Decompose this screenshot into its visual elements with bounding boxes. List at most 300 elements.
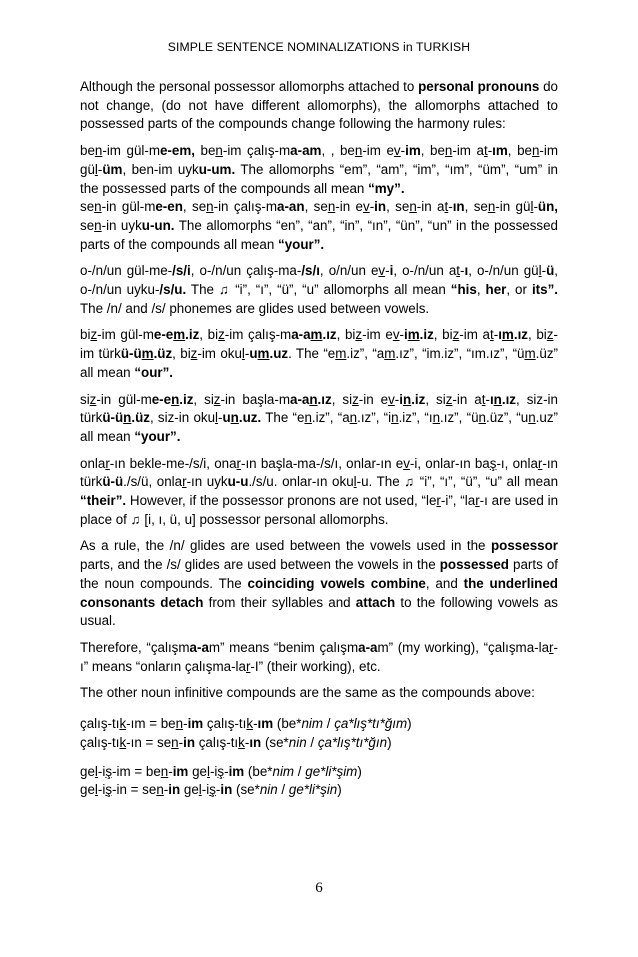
text-run: a-a — [358, 639, 378, 655]
text-run: , bi — [172, 346, 191, 362]
text-run: u — [249, 346, 258, 362]
text-run: -ın başla-ma-/s/ı, onlar-ın e — [241, 455, 404, 471]
text-run: , and — [425, 575, 464, 591]
text-run: m — [501, 327, 514, 343]
text-run: /s/ı — [301, 263, 320, 279]
text-run: t — [456, 263, 461, 279]
text-run: .ız — [322, 327, 337, 343]
text-run: ü-ü — [102, 474, 124, 490]
text-run: - — [369, 199, 375, 215]
text-run: v — [362, 199, 370, 215]
text-run: possessor — [491, 538, 558, 554]
text-run: ı — [489, 391, 494, 407]
text-run: -I” (their working), etc. — [250, 658, 381, 674]
text-run: coinciding vowels combine — [247, 575, 426, 591]
text-run: -im oku — [197, 346, 242, 362]
text-run: -im gül-m — [97, 327, 154, 343]
paragraph-your-plural — [80, 391, 558, 447]
text-run: , si — [193, 391, 214, 407]
text-run: possessed — [439, 557, 509, 573]
text-run: , be — [420, 143, 445, 159]
text-run: ım — [257, 716, 274, 732]
text-run: ge*li*şim — [305, 763, 358, 779]
text-run: r — [105, 455, 110, 471]
text-run: her — [485, 282, 507, 298]
text-run: - — [244, 734, 250, 750]
text-run: - — [400, 143, 406, 159]
text-run: -im e — [362, 327, 393, 343]
text-run: - — [218, 410, 223, 426]
text-run: a-am — [290, 143, 322, 159]
text-run: .ız”, “i — [357, 410, 392, 426]
text-run: n — [304, 410, 312, 426]
text-run: m” (my working), “çalışma-la — [377, 639, 550, 655]
text-run: /s/u. — [159, 282, 187, 298]
paragraph-their — [80, 455, 558, 530]
text-run: -im = be — [112, 763, 161, 779]
text-run: n — [94, 199, 102, 215]
text-run: the underlined consonants detach — [80, 575, 558, 610]
text-run: ./s/u. onlar-ın oku — [248, 474, 354, 490]
text-run: .iz”, “a — [346, 346, 385, 362]
text-run: n — [123, 410, 132, 426]
text-run: l — [215, 410, 219, 426]
text-run: -im e — [362, 143, 394, 159]
text-run: .uz” all mean — [80, 410, 558, 444]
text-run: The allomorphs “en”, “an”, “in”, “ın”, “ün”, “un” in the possessed parts of the compounds all mean — [80, 217, 558, 252]
text-run: The allomorphs “em”, “am”, “im”, “ım”, “üm”, “um” in the possessed parts of the compounds all mean — [80, 161, 558, 196]
text-run: - — [97, 161, 103, 177]
text-run: -ı are used in place of ♫ [i, ı, ü, u] possessor personal allomorphs. — [80, 493, 559, 527]
text-run: ü — [546, 263, 555, 279]
example-line — [80, 734, 558, 753]
text-run: ) — [407, 716, 412, 732]
text-run: n — [175, 716, 184, 732]
text-run: m” means “benim çalışm — [208, 639, 359, 655]
text-run: “his — [450, 282, 477, 298]
text-run: -im gü — [80, 143, 559, 177]
text-run: be — [80, 143, 95, 159]
text-run: , o-/n/un gü — [468, 263, 539, 279]
text-run: -im gül-m — [102, 143, 160, 159]
text-run: n — [156, 782, 164, 798]
text-run: z — [546, 327, 554, 343]
text-run: m — [407, 327, 420, 343]
text-run: Therefore, “çalışm — [80, 639, 190, 655]
text-run: n — [94, 143, 103, 159]
text-run: n — [403, 391, 412, 407]
text-run: im — [187, 716, 204, 732]
text-run: - — [533, 199, 538, 215]
text-run: bi — [80, 327, 91, 343]
text-run: ın — [452, 199, 465, 215]
text-run: (se* — [261, 734, 289, 750]
text-run: z — [90, 327, 98, 343]
text-run: - — [448, 199, 453, 215]
text-run: i — [403, 327, 408, 343]
text-run: n — [160, 763, 169, 779]
text-run: r — [549, 639, 554, 655]
text-run: / — [277, 782, 289, 798]
text-run: ) — [357, 763, 362, 779]
text-run: z — [218, 327, 225, 343]
text-run: r — [436, 493, 441, 509]
text-run: -in a — [416, 199, 445, 215]
text-run: ü-ü — [102, 410, 124, 426]
text-run: do not change, (do not have different allomorphs), the allomorphs attached to possessed parts of the compounds change following the harmony rules: — [80, 79, 558, 132]
text-run: .üz — [131, 410, 150, 426]
text-run: ım — [492, 143, 508, 159]
text-run: - — [183, 716, 188, 732]
text-run: si — [80, 391, 90, 407]
text-run: .ız”, “im.iz”, “ım.ız”, “ü — [395, 346, 525, 362]
text-run: n — [215, 143, 223, 159]
paragraph-my-allomorphs — [80, 142, 558, 198]
text-run: from their syllables and — [203, 594, 356, 610]
text-run: a-a — [290, 391, 310, 407]
text-run: in — [374, 199, 387, 215]
text-run: v — [388, 391, 395, 407]
paragraph-our — [80, 326, 558, 382]
text-run: k — [238, 734, 245, 750]
text-run: ge — [180, 782, 199, 798]
text-run: .iz — [185, 327, 200, 343]
text-run: .ız — [317, 391, 332, 407]
paragraph-other-compounds — [80, 684, 558, 703]
text-run: .üz — [153, 346, 173, 362]
example-line — [80, 781, 558, 800]
text-run: a-a — [291, 327, 311, 343]
text-run: a-a — [189, 639, 209, 655]
text-run: k — [246, 716, 254, 732]
text-run: l — [94, 161, 98, 177]
text-run: ge — [80, 763, 95, 779]
text-run: The ♫ “i”, “ı”, “ü”, “u” allomorphs all mean — [186, 282, 451, 298]
text-run: ş — [105, 782, 113, 798]
text-run: m — [384, 346, 396, 362]
text-run: ge — [188, 763, 207, 779]
text-run: . The “e — [288, 346, 336, 362]
text-run: - — [394, 391, 400, 407]
text-run: l — [198, 782, 202, 798]
text-run: n — [171, 734, 179, 750]
text-run: n — [309, 391, 318, 407]
text-run: n — [444, 143, 453, 159]
text-run: The “e — [261, 410, 305, 426]
text-run: ./s/ü, onla — [123, 474, 183, 490]
text-run: e-em, — [159, 143, 195, 159]
text-run: l — [530, 199, 534, 215]
text-run: n — [478, 410, 486, 426]
text-run: .uz — [269, 346, 289, 362]
text-run: z — [452, 327, 460, 343]
text-run: n — [206, 199, 214, 215]
text-run: -in gül-m — [96, 391, 152, 407]
text-run: -im türk — [80, 327, 558, 362]
text-run: (be* — [273, 716, 302, 732]
text-run: ün, — [537, 199, 558, 215]
text-run: t — [444, 199, 449, 215]
text-run: n — [487, 199, 496, 215]
text-run: n — [531, 143, 540, 159]
text-run: “my”. — [368, 180, 405, 196]
text-run: n — [349, 410, 358, 426]
text-run: , o-/n/un çalış-ma- — [190, 263, 302, 279]
paragraph-your-allomorphs — [80, 198, 558, 254]
text-run: im — [172, 763, 189, 779]
text-run: , ben-im uyk — [122, 161, 199, 177]
text-run: l — [241, 346, 245, 362]
page-number: 6 — [315, 880, 323, 896]
text-run: n — [409, 199, 417, 215]
text-run: r — [537, 455, 543, 471]
text-run: o-/n/un gül-me- — [80, 263, 173, 279]
text-run: -i — [97, 782, 106, 798]
text-run: -i — [209, 763, 218, 779]
text-run: The /n/ and /s/ phonemes are glides used between vowels. — [80, 300, 430, 316]
example-line — [80, 763, 558, 782]
text-run: onla — [80, 455, 106, 471]
text-run: , bi — [336, 327, 356, 343]
text-run: /s/i — [172, 263, 191, 279]
text-run: i — [399, 391, 403, 407]
text-run: , bi — [527, 327, 547, 343]
text-run: ) — [387, 734, 392, 750]
text-run: .uz. — [238, 410, 262, 426]
text-run: ü-ü — [120, 346, 142, 362]
text-run: z — [355, 327, 363, 343]
text-run: v — [392, 327, 400, 343]
text-run: -im çalış-m — [222, 143, 291, 159]
text-run: -i — [97, 763, 106, 779]
text-run: z — [89, 391, 97, 407]
text-run: ) — [337, 782, 342, 798]
text-run: -ım = be — [126, 716, 176, 732]
text-run: , si — [331, 391, 353, 407]
text-run: im — [228, 763, 245, 779]
text-run: ş — [489, 455, 497, 471]
text-run: - — [178, 734, 184, 750]
text-run: v — [378, 263, 386, 279]
text-run: - — [215, 782, 221, 798]
text-run: çalış-tı — [203, 716, 247, 732]
text-run: -in e — [335, 199, 363, 215]
text-run: -in çalış-m — [213, 199, 278, 215]
text-run: / — [323, 716, 335, 732]
text-run: üm — [102, 161, 123, 177]
text-run: m — [257, 346, 270, 362]
text-run: (be* — [244, 763, 273, 779]
text-run: - — [168, 763, 173, 779]
text-run: ın — [249, 734, 262, 750]
text-run: çalış-tı — [80, 716, 120, 732]
text-run: in — [183, 734, 195, 750]
text-run: / — [294, 763, 306, 779]
text-run: -i”, “la — [440, 493, 476, 509]
paragraph-intro — [80, 78, 558, 134]
text-run: e-en — [155, 199, 183, 215]
text-run: ş — [209, 782, 216, 798]
text-run: ı — [464, 263, 469, 279]
text-run: nim — [301, 716, 324, 732]
text-run: l — [538, 263, 542, 279]
text-run: -ın uyk — [186, 474, 228, 490]
text-run: - — [224, 763, 229, 779]
text-run: z — [213, 391, 221, 407]
text-run: -i — [201, 782, 210, 798]
text-run: i — [389, 263, 394, 279]
text-run: -ı, onla — [496, 455, 538, 471]
text-run: “our”. — [134, 364, 174, 380]
text-run: - — [541, 263, 547, 279]
text-run: t — [483, 143, 488, 159]
text-run: its”. — [531, 282, 558, 298]
text-run: u-un. — [141, 217, 175, 233]
text-run: .iz — [419, 327, 434, 343]
text-run: n — [354, 143, 363, 159]
text-run: , — [476, 282, 486, 298]
text-run: çalış-tı — [195, 734, 239, 750]
text-run: -in e — [358, 391, 389, 407]
text-run: in — [220, 782, 233, 798]
text-run: l — [94, 763, 98, 779]
text-run: .iz”, “ı — [398, 410, 433, 426]
text-run: n — [230, 410, 239, 426]
text-run: parts of the noun compounds. The — [80, 557, 558, 591]
text-run: u-um. — [198, 161, 236, 177]
text-run: r — [475, 493, 480, 509]
text-run: t — [489, 327, 494, 343]
text-run: l — [206, 763, 210, 779]
text-run: , or — [506, 282, 532, 298]
text-run: be — [194, 143, 216, 159]
text-run: -i, onlar-ın ba — [409, 455, 490, 471]
text-run: .ız”, “ü — [440, 410, 479, 426]
text-run: , o/n/un e — [319, 263, 379, 279]
text-run: t — [481, 391, 486, 407]
text-run: a-an — [277, 199, 305, 215]
text-run: u-u — [227, 474, 249, 490]
text-run: ı — [498, 327, 502, 343]
text-run: e-e — [151, 391, 172, 407]
text-run: z — [445, 391, 453, 407]
example-block-calis — [80, 715, 558, 752]
text-run: - — [460, 263, 465, 279]
example-line — [80, 715, 558, 734]
text-run: Although the personal possessor allomorphs attached to — [80, 79, 419, 94]
text-run: r — [236, 455, 241, 471]
text-run: .ız — [501, 391, 516, 407]
text-run: - — [493, 327, 499, 343]
text-run: ş — [105, 763, 113, 779]
example-block-gelis — [80, 763, 558, 800]
text-run: - — [485, 391, 490, 407]
text-run: n — [493, 391, 502, 407]
text-run: l — [353, 474, 357, 490]
text-run: ge*li*şin — [288, 782, 338, 798]
paragraph-his-her-its — [80, 262, 558, 318]
text-run: - — [244, 346, 250, 362]
text-run: , se — [386, 199, 410, 215]
text-run: -ın türk — [80, 455, 558, 490]
text-run: However, if the possessor pronons are not used, “le — [126, 493, 437, 509]
text-run: -im a — [452, 143, 484, 159]
text-run: r — [245, 658, 251, 674]
text-run: -ın bekle-me-/s/i, ona — [109, 455, 237, 471]
text-run: in — [168, 782, 181, 798]
text-run: ça*lış*tı*ğın — [317, 734, 388, 750]
text-run: (se* — [232, 782, 260, 798]
text-run: nin — [259, 782, 278, 798]
text-run: .iz”, “a — [311, 410, 350, 426]
text-run: / — [306, 734, 318, 750]
text-run: m — [173, 327, 186, 343]
text-run: n — [432, 410, 441, 426]
text-run: m — [524, 346, 536, 362]
text-run: n — [171, 391, 180, 407]
text-run: to the following vowels as usual. — [80, 594, 558, 629]
paragraph-rule — [80, 537, 558, 631]
text-run: , be — [507, 143, 532, 159]
text-run: im — [405, 143, 421, 159]
text-run: .iz — [179, 391, 194, 407]
text-run: -in uyk — [101, 217, 142, 233]
text-run: r — [182, 474, 187, 490]
text-run: nim — [272, 763, 295, 779]
text-run: m — [335, 346, 347, 362]
text-run: .üz”, “u — [485, 410, 529, 426]
text-run: .üz” all mean — [80, 346, 558, 380]
text-run: -in gül-m — [101, 199, 156, 215]
text-run: , si — [425, 391, 446, 407]
text-run: k — [119, 716, 127, 732]
text-run: -im çalış-m — [224, 327, 292, 343]
text-run: çalış-tı — [80, 734, 120, 750]
text-run: ş — [217, 763, 225, 779]
text-run: -im a — [459, 327, 490, 343]
text-run: m — [141, 346, 154, 362]
text-run: se — [80, 217, 95, 233]
text-run: , siz-in türk — [80, 391, 558, 426]
text-run: nin — [288, 734, 307, 750]
text-run: z — [190, 346, 198, 362]
text-run: z — [352, 391, 359, 407]
page-body — [80, 78, 558, 800]
text-run: , o-/n/un a — [393, 263, 457, 279]
text-run: n — [94, 217, 102, 233]
text-run: “your”. — [278, 236, 325, 252]
text-run: attach — [355, 594, 396, 610]
text-run: n — [327, 199, 336, 215]
text-run: , se — [304, 199, 328, 215]
text-run: , bi — [199, 327, 219, 343]
text-run: v — [403, 455, 410, 471]
text-run: The other noun infinitive compounds are the same as the compounds above: — [80, 685, 535, 701]
text-run: “your”. — [134, 428, 181, 444]
text-run: e-e — [153, 327, 174, 343]
text-run: - — [399, 327, 404, 343]
text-run: -in gü — [495, 199, 531, 215]
text-run: se — [80, 199, 95, 215]
text-run: -in a — [452, 391, 482, 407]
text-run: -in başla-m — [220, 391, 290, 407]
text-run: - — [163, 782, 169, 798]
text-run: -ı” means “onların çalışma-la — [80, 639, 558, 674]
text-run: v — [393, 143, 401, 159]
text-run: “their”. — [80, 493, 127, 509]
text-run: .iz — [411, 391, 426, 407]
text-run: ge — [80, 782, 95, 798]
